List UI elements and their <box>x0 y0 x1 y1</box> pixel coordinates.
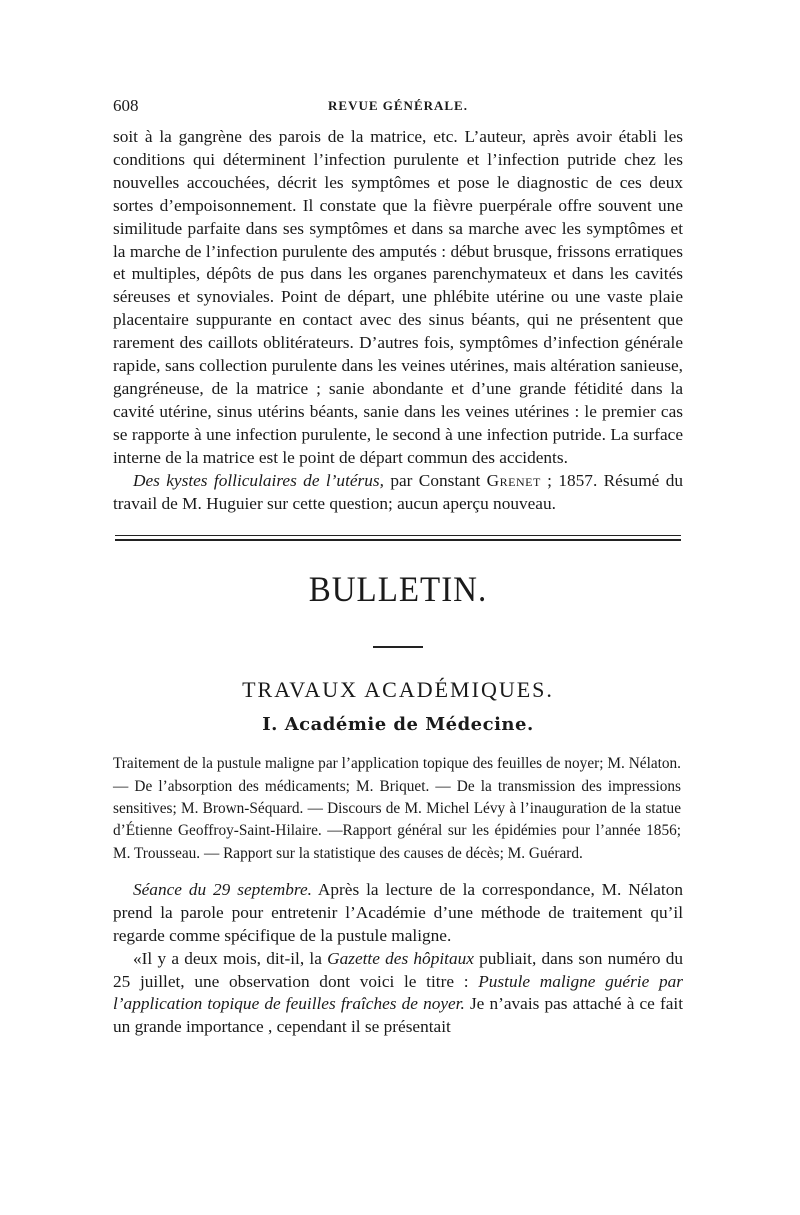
section-title: TRAVAUX ACADÉMIQUES. <box>242 677 554 703</box>
seance-text: Après la lecture de la correspondance, M. Nélaton prend la parole pour entretenir l’Académie d’une méthode de traitement qu’il regarde comme spécifique de la pustule maligne. <box>113 879 683 945</box>
review-text <box>113 126 683 515</box>
seance-section <box>113 879 683 1039</box>
review-paragraph: soit à la gangrène des parois de la matrice, etc. L’auteur, après avoir établi les conditions qui déterminent l’infection purulente et l’infection putride chez les nouvelles accouchées, décrit les symptômes et pose le diagnostic de ces deux sortes d’empoisonnement. Il constate que la fièvre puerpérale offre souvent une similitude parfaite dans ses symptômes et dans sa marche avec les symptômes et la marche de l’infection purulente des amputés : début brusque, frissons erratiques et multiples, dépôts de pus dans les organes parenchymateux et dans les cavités séreuses et synoviales. Point de départ, une phlébite utérine ou une vaste plaie placentaire suppurante en contact avec des sinus béants, qui ne présentent que rarement des caillots oblitérateurs. D’autres fois, symptômes d’infection générale rapide, sans collection purulente dans les veines utérines, mais altération sanieuse, gangréneuse, de la matrice ; sanie abondante et d’une grande fétidité dans la cavité utérine, sinus utérins béants, sanie dans les veines utérines : le premier cas se rapporte à une infection purulente, le second à une infection putride. La surface interne de la matrice est le point de départ commun des accidents. <box>113 127 683 467</box>
session-summary <box>113 753 683 864</box>
section-divider-bold <box>115 539 681 541</box>
page-number: 608 <box>113 96 139 115</box>
author-name: Grenet <box>486 470 541 490</box>
gazette-title: Gazette des hôpitaux <box>327 948 474 968</box>
short-rule <box>373 646 423 648</box>
book-title: Des kystes folliculaires de l’utérus, <box>133 470 384 490</box>
section-divider <box>115 535 681 536</box>
running-head <box>113 96 683 126</box>
seance-label: Séance du 29 septembre. <box>133 879 312 899</box>
byline: par Constant <box>383 470 487 490</box>
page <box>113 96 683 1039</box>
review-paragraph-kystes <box>113 470 683 516</box>
observation-title: Pustule maligne guérie par l’application topique de feuilles fraîches de noyer. <box>113 971 683 1014</box>
summary-text: Traitement de la pustule maligne par l’application topique des feuilles de noyer; M. Nélaton. — De l’absorption des médicaments; M. Briquet. — De la transmission des impressions sensitives; M. Brown-Séquard. — Discours de M. Michel Lévy à l’inauguration de la statue d’Étienne Geoffroy-Saint-Hilaire. —Rapport général sur les épidémies pour l’année 1856; M. Trousseau. — Rapport sur la statistique des causes de décès; M. Guérard. <box>113 755 681 862</box>
seance-paragraph <box>113 879 683 948</box>
bulletin-title: BULLETIN. <box>308 570 488 611</box>
review-rest: ; 1857. Résumé du travail de M. Huguier sur cette question; aucun aperçu nouveau. <box>113 470 683 513</box>
journal-title: REVUE GÉNÉRALE. <box>328 98 468 113</box>
quote-paragraph <box>113 948 683 1040</box>
quote-text-a: «Il y a deux mois, dit-il, la <box>133 948 328 968</box>
quote-text-b: publiait, dans son numéro du 25 juillet, une observation dont voici le titre : <box>113 948 683 991</box>
quote-text-c: Je n’avais pas attaché à ce fait un grande importance , cependant il se présentait <box>113 994 683 1037</box>
subsection-title: I. Académie de Médecine. <box>262 714 534 736</box>
